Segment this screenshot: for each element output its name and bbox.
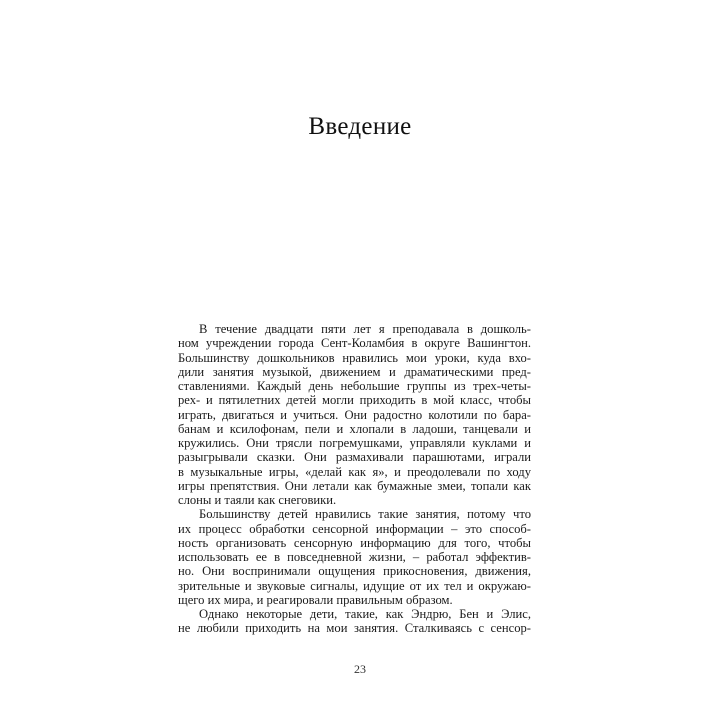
text-line: Однако некоторые дети, такие, как Эндрю, Бен и Элис,: [199, 607, 531, 621]
paragraph-1: [178, 322, 531, 507]
text-line: слоны и таяли как снеговики.: [178, 493, 337, 507]
text-line: игры препятствия. Они летали как бумажные змеи, топали как: [178, 478, 531, 493]
text-line: в музыкальные игры, «делай как я», и преодолевали по ходу: [178, 464, 531, 479]
text-line: ном учреждении города Сент-Коламбия в округе Вашингтон.: [178, 336, 531, 351]
text-line: Большинству дошкольников нравились мои уроки, куда вхо-: [178, 350, 531, 365]
text-line: играть, двигаться и учиться. Они радостно колотили по бара-: [178, 407, 531, 422]
text-line: В течение двадцати пяти лет я преподавала в дошколь-: [199, 322, 531, 336]
page-number: 23: [354, 662, 366, 676]
text-line: щего их мира, и реагировали правильным образом.: [178, 592, 453, 607]
text-line: банам и ксилофонам, пели и хлопали в ладоши, танцевали и: [178, 421, 531, 436]
text-line: Большинству детей нравились такие занятия, потому что: [199, 507, 531, 522]
text-line: зрительные и звуковые сигналы, идущие от их тел и окружаю-: [178, 578, 531, 593]
text-line: разыгрывали сказки. Они размахивали парашютами, играли: [178, 450, 531, 465]
text-line: рех- и пятилетних детей могли приходить в мой класс, чтобы: [178, 393, 531, 408]
paragraph-2: [178, 507, 531, 607]
text-line: ставлениями. Каждый день небольшие группы из трех-четы-: [178, 379, 531, 393]
text-line: не любили приходить на мои занятия. Сталкиваясь с сенсор-: [178, 621, 531, 636]
text-line: дили занятия музыкой, движением и драматическими пред-: [178, 364, 531, 379]
text-line: кружились. Они трясли погремушками, управляли куклами и: [178, 436, 531, 450]
paragraph-3: [178, 607, 531, 636]
text-line: но. Они воспринимали ощущения прикосновения, движения,: [178, 564, 531, 579]
chapter-title: Введение: [308, 113, 412, 140]
text-line: использовать ее в повседневной жизни, – работал эффектив-: [178, 550, 531, 564]
text-line: ность организовать сенсорную информацию для того, чтобы: [178, 535, 531, 550]
body-text: [178, 322, 531, 636]
text-line: их процесс обработки сенсорной информации – это способ-: [178, 521, 531, 536]
